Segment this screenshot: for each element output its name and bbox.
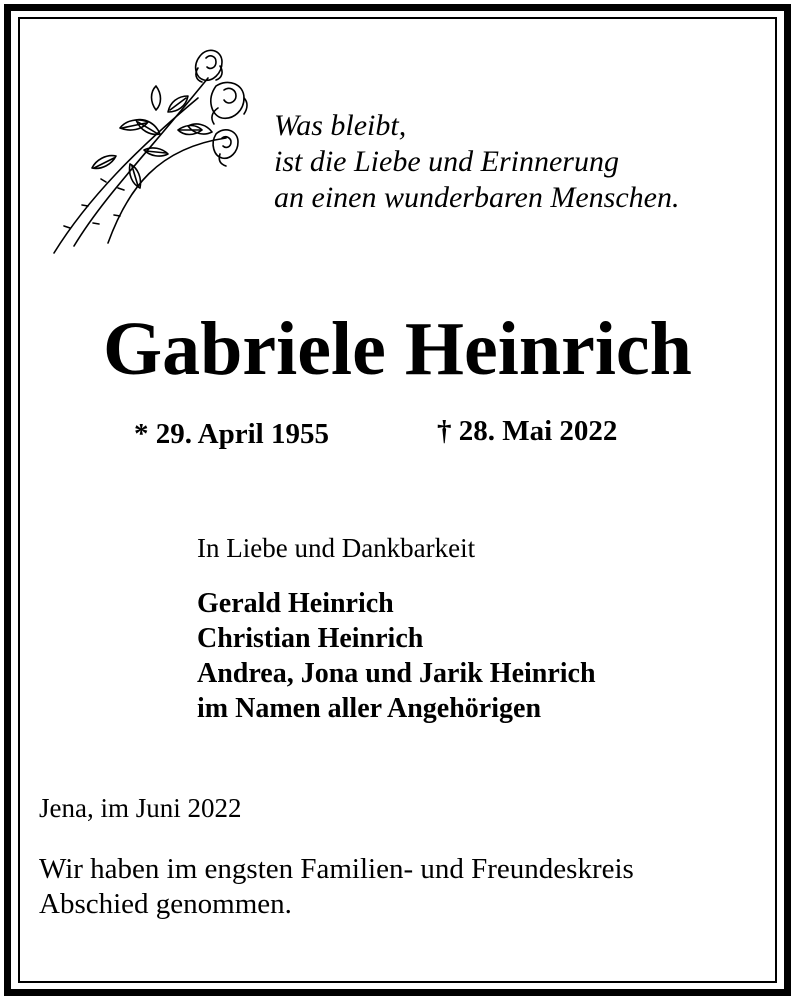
mourner-line: Gerald Heinrich xyxy=(197,588,394,619)
place-date: Jena, im Juni 2022 xyxy=(39,793,242,823)
note-line: Wir haben im engsten Familien- und Freundeskreis xyxy=(39,853,634,885)
quote-line: Was bleibt, xyxy=(274,109,407,142)
mourners-list xyxy=(197,586,596,726)
mourner-line: Christian Heinrich xyxy=(197,623,424,654)
memorial-quote xyxy=(274,108,679,216)
death-date: † 28. Mai 2022 xyxy=(437,415,618,447)
farewell-note xyxy=(39,852,634,922)
birth-date: * 29. April 1955 xyxy=(134,418,329,450)
mourner-line: im Namen aller Angehörigen xyxy=(197,693,542,724)
note-line: Abschied genommen. xyxy=(39,888,292,920)
roses-icon xyxy=(48,38,258,260)
deceased-name: Gabriele Heinrich xyxy=(103,307,692,391)
mourner-line: Andrea, Jona und Jarik Heinrich xyxy=(197,658,596,689)
dedication-line: In Liebe und Dankbarkeit xyxy=(197,533,476,563)
quote-line: an einen wunderbaren Menschen. xyxy=(274,181,680,214)
quote-line: ist die Liebe und Erinnerung xyxy=(274,145,619,178)
